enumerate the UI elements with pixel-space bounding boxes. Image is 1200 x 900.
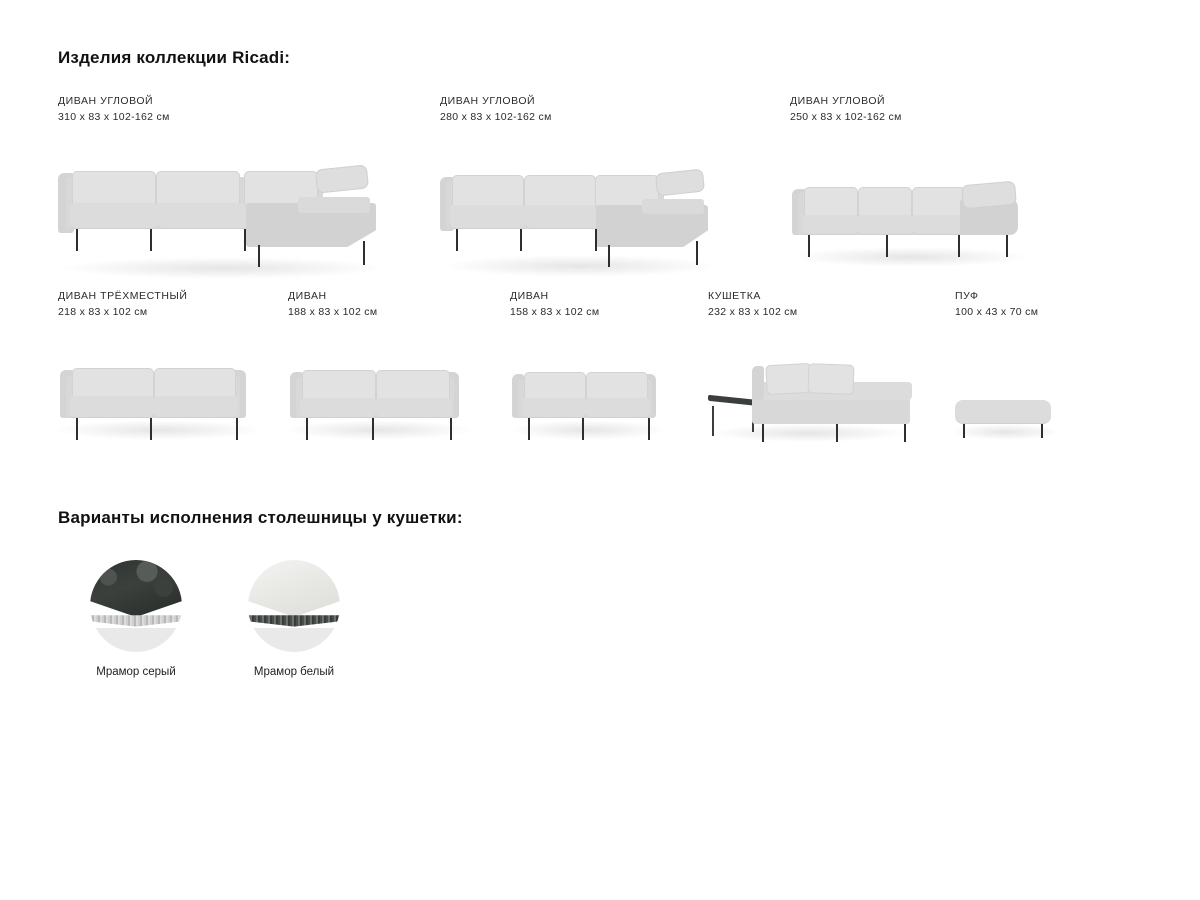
product-name: ДИВАН bbox=[288, 290, 327, 302]
product-card bbox=[955, 290, 1075, 482]
tabletop-option-label: Мрамор серый bbox=[96, 666, 176, 678]
product-image bbox=[58, 332, 273, 482]
tabletop-option-white[interactable] bbox=[246, 560, 342, 678]
product-dimensions: 188 x 83 x 102 см bbox=[288, 306, 378, 318]
product-name: ДИВАН ТРЁХМЕСТНЫЙ bbox=[58, 290, 188, 302]
product-card bbox=[288, 290, 483, 482]
product-image bbox=[58, 137, 398, 297]
product-card bbox=[510, 290, 685, 482]
product-image bbox=[440, 137, 740, 297]
product-dimensions: 280 x 83 x 102-162 см bbox=[440, 111, 552, 123]
product-image bbox=[288, 332, 483, 482]
product-name: КУШЕТКА bbox=[708, 290, 761, 302]
product-dimensions: 158 x 83 x 102 см bbox=[510, 306, 600, 318]
marble-grey-swatch bbox=[90, 560, 182, 652]
product-image bbox=[955, 332, 1075, 482]
product-dimensions: 310 x 83 x 102-162 см bbox=[58, 111, 170, 123]
product-name: ДИВАН УГЛОВОЙ bbox=[440, 95, 536, 107]
tabletop-option-grey[interactable] bbox=[88, 560, 184, 678]
product-dimensions: 218 x 83 x 102 см bbox=[58, 306, 148, 318]
product-image bbox=[510, 332, 685, 482]
section-title-collection: Изделия коллекции Ricadi: bbox=[58, 48, 291, 67]
marble-white-swatch bbox=[248, 560, 340, 652]
product-dimensions: 232 x 83 x 102 см bbox=[708, 306, 798, 318]
product-name: ДИВАН bbox=[510, 290, 549, 302]
product-name: ДИВАН УГЛОВОЙ bbox=[790, 95, 886, 107]
product-card bbox=[790, 95, 1050, 297]
tabletop-option-label: Мрамор белый bbox=[253, 666, 335, 678]
product-name: ПУФ bbox=[955, 290, 979, 302]
product-card bbox=[708, 290, 923, 482]
product-image bbox=[708, 332, 923, 482]
section-title-tabletops: Варианты исполнения столешницы у кушетки: bbox=[58, 508, 463, 527]
product-card bbox=[58, 95, 398, 297]
product-dimensions: 250 x 83 x 102-162 см bbox=[790, 111, 902, 123]
product-dimensions: 100 x 43 x 70 см bbox=[955, 306, 1039, 318]
product-image bbox=[790, 137, 1050, 297]
product-name: ДИВАН УГЛОВОЙ bbox=[58, 95, 154, 107]
product-card bbox=[440, 95, 740, 297]
product-card bbox=[58, 290, 273, 482]
